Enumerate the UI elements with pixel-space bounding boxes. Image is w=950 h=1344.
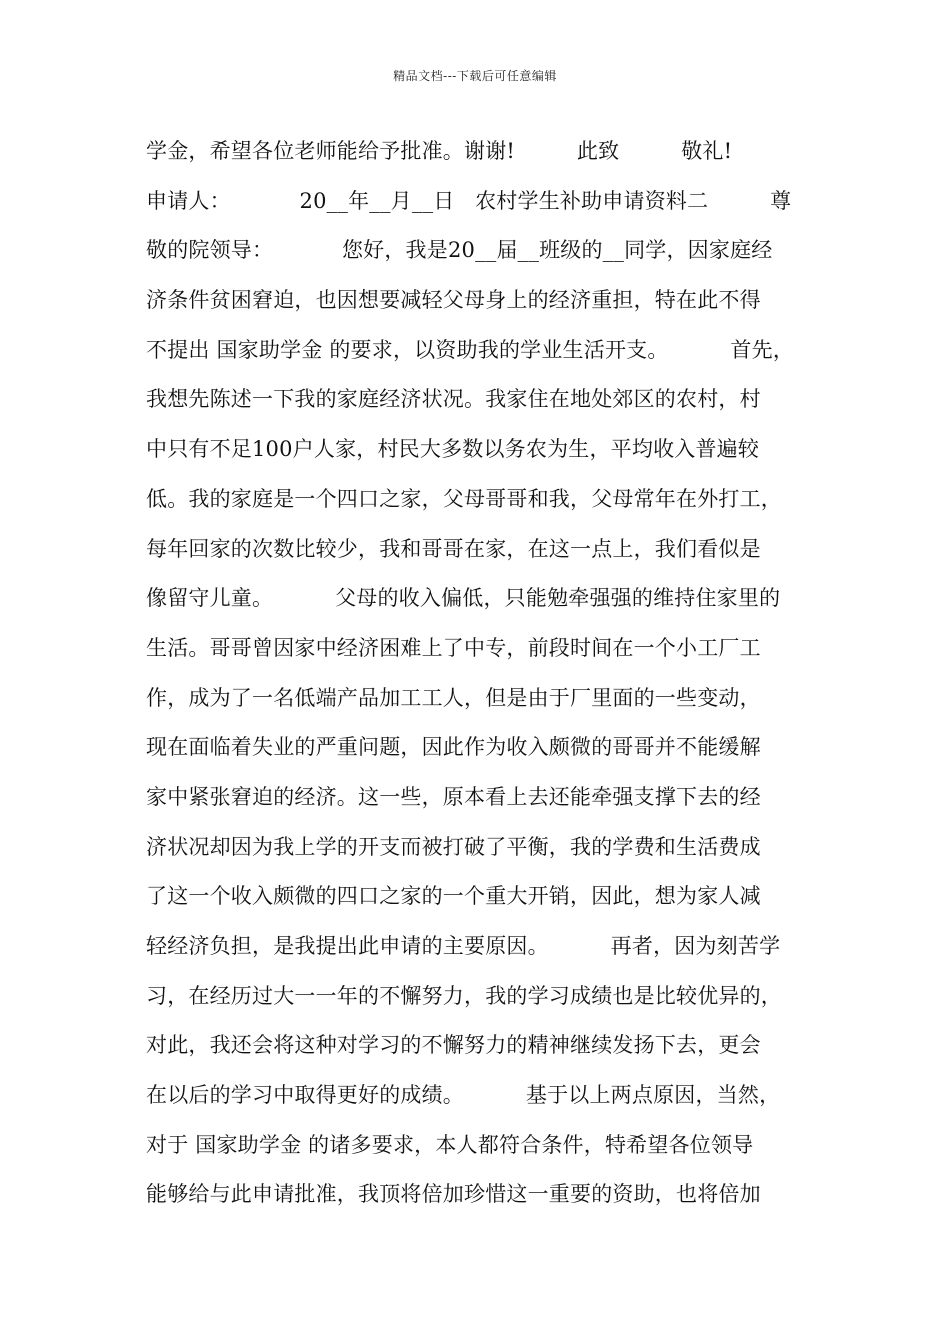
page-header: 精品文档---下载后可任意编辑 [393, 69, 557, 83]
text-line: 每年回家的次数比较少，我和哥哥在家，在这一点上，我们看似是 [146, 536, 761, 561]
text-line: 能够给与此申请批准，我顶将倍加珍惜这一重要的资助，也将倍加 [146, 1182, 761, 1207]
text-line: 济状况却因为我上学的开支而被打破了平衡，我的学费和生活费成 [146, 834, 761, 859]
text-line: 低。我的家庭是一个四口之家，父母哥哥和我，父母常年在外打工， [146, 486, 782, 511]
text-line: 了这一个收入颇微的四口之家的一个重大开销，因此，想为家人减 [146, 884, 761, 909]
text-line: 习，在经历过大一一年的不懈努力，我的学习成绩也是比较优异的， [146, 983, 782, 1008]
text-line: 对此，我还会将这种对学习的不懈努力的精神继续发扬下去，更会 [146, 1033, 761, 1058]
text-line: 作，成为了一名低端产品加工工人，但是由于厂里面的一些变动， [146, 685, 761, 710]
text-line: 敬的院领导： 您好，我是20__届__班级的__同学，因家庭经 [146, 238, 773, 263]
document-body [146, 130, 822, 1223]
text-line: 轻经济负担，是我提出此申请的主要原因。 再者，因为刻苦学 [146, 934, 781, 958]
text-line: 对于 国家助学金 的诸多要求，本人都符合条件，特希望各位领导 [146, 1132, 754, 1157]
text-line: 像留守儿童。 父母的收入偏低，只能勉牵强强的维持住家里的 [146, 586, 781, 611]
text-line: 申请人： 20__年__月__日 农村学生补助申请资料二 尊 [146, 188, 792, 213]
text-line: 家中紧张窘迫的经济。这一些，原本看上去还能牵强支撑下去的经 [146, 784, 761, 809]
text-line: 现在面临着失业的严重问题，因此作为收入颇微的哥哥并不能缓解 [146, 735, 761, 760]
text-line: 学金，希望各位老师能给予批准。谢谢! 此致 敬礼! [146, 139, 733, 163]
text-line: 我想先陈述一下我的家庭经济状况。我家住在地处郊区的农村，村 [146, 387, 761, 412]
text-line: 不提出 国家助学金 的要求，以资助我的学业生活开支。 首先， [146, 337, 795, 362]
text-line: 中只有不足100户人家，村民大多数以务农为生，平均收入普遍较 [146, 437, 760, 462]
text-line: 济条件贫困窘迫，也因想要减轻父母身上的经济重担，特在此不得 [146, 288, 761, 313]
text-line: 生活。哥哥曾因家中经济困难上了中专，前段时间在一个小工厂工 [146, 635, 761, 660]
text-line: 在以后的学习中取得更好的成绩。 基于以上两点原因，当然， [146, 1083, 781, 1108]
